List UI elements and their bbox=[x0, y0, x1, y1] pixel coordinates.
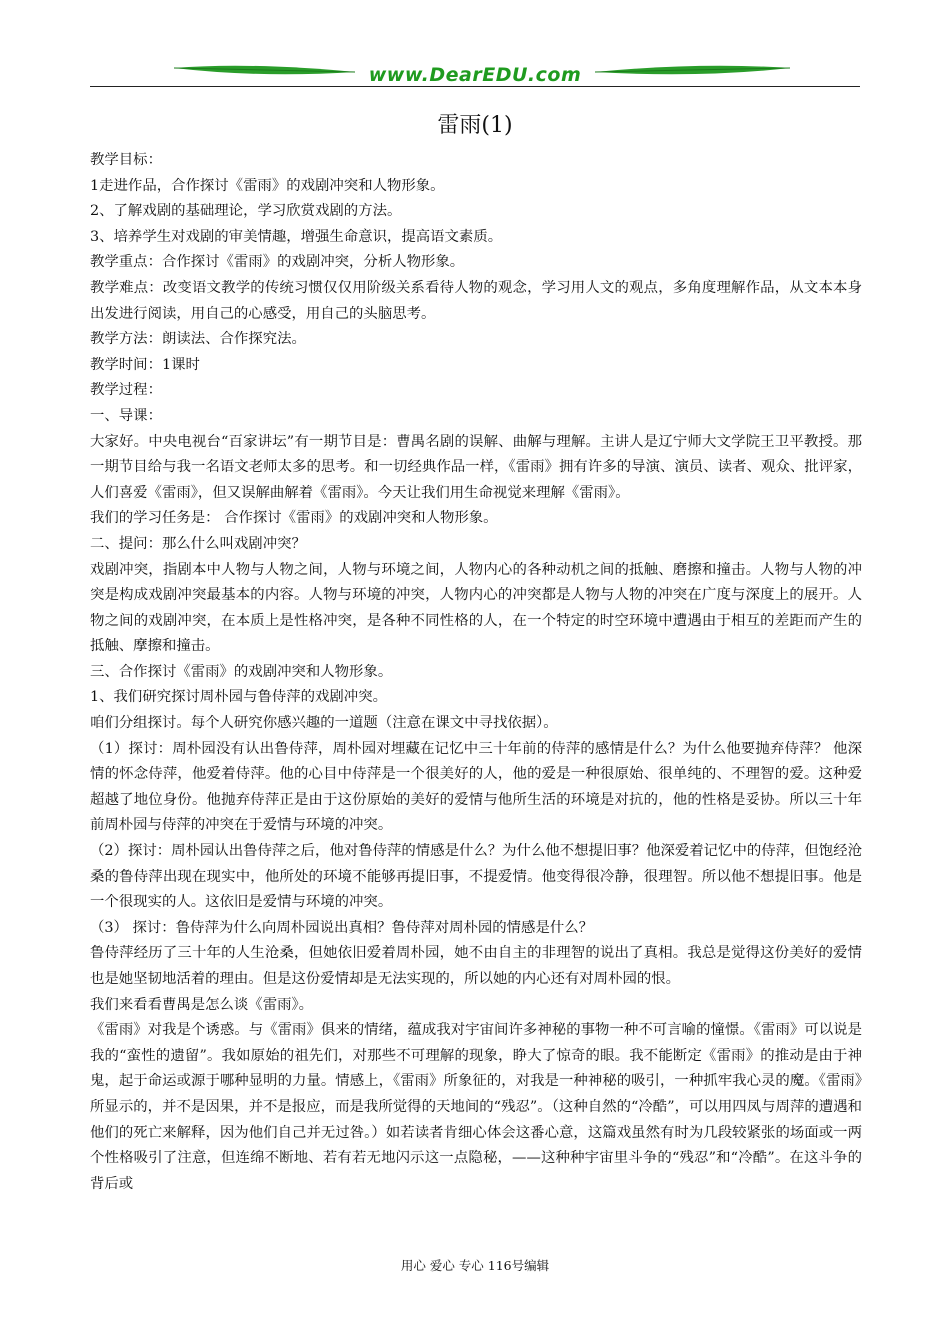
header-divider bbox=[90, 86, 860, 87]
document-body bbox=[90, 148, 862, 1197]
paragraph: 鲁侍萍经历了三十年的人生沧桑，但她依旧爱着周朴园，她不由自主的非理智的说出了真相。我总是觉得这份美好的爱情也是她坚韧地活着的理由。但是这份爱情却是无法实现的，所以她的内心还有对周朴园的恨。 bbox=[90, 945, 862, 987]
paragraph: （3） 探讨：鲁侍萍为什么向周朴园说出真相？鲁侍萍对周朴园的情感是什么？ bbox=[90, 919, 594, 936]
paragraph: 教学方法：朗读法、合作探究法。 bbox=[90, 331, 306, 348]
paragraph: 咱们分组探讨。每个人研究你感兴趣的一道题（注意在课文中寻找依据）。 bbox=[90, 715, 558, 732]
site-header bbox=[90, 58, 860, 94]
paragraph: 《雷雨》对我是个诱惑。与《雷雨》俱来的情绪，蕴成我对宇宙间许多神秘的事物一种不可言喻的憧憬。《雷雨》可以说是我的“蛮性的遗留”。我如原始的祖先们，对那些不可理解的现象，睁大了惊奇的眼。我不能断定《雷雨》的推动是由于神鬼，起于命运或源于哪种显明的力量。情感上，《雷雨》所象征的，对我是一种神秘的吸引，一种抓牢我心灵的魔。《雷雨》所显示的，并不是因果，并不是报应，而是我所觉得的天地间的“残忍”。（这种自然的“冷酷”，可以用四凤与周萍的遭遇和他们的死亡来解释，因为他们自己并无过咎。）如若读者肯细心体会这番心意，这篇戏虽然有时为几段较紧张的场面或一两个性格吸引了注意，但连绵不断地、若有若无地闪示这一点隐秘，——这种种宇宙里斗争的“残忍”和“冷酷”。在这斗争的背后或 bbox=[90, 1022, 862, 1192]
paragraph: 1、我们研究探讨周朴园与鲁侍萍的戏剧冲突。 bbox=[90, 689, 387, 706]
paragraph: 教学重点：合作探讨《雷雨》的戏剧冲突，分析人物形象。 bbox=[90, 254, 465, 271]
page-title: 雷雨(1) bbox=[437, 113, 513, 138]
paragraph: 3、培养学生对戏剧的审美情趣，增强生命意识，提高语文素质。 bbox=[90, 228, 503, 245]
paragraph: 2、了解戏剧的基础理论，学习欣赏戏剧的方法。 bbox=[90, 203, 402, 220]
paragraph: 我们来看看曹禺是怎么谈《雷雨》。 bbox=[90, 996, 314, 1013]
paragraph: 教学时间：1课时 bbox=[90, 356, 200, 373]
paragraph: 教学难点：改变语文教学的传统习惯仅仅用阶级关系看待人物的观念，学习用人文的观点，多角度理解作品，从文本本身出发进行阅读，用自己的心感受，用自己的头脑思考。 bbox=[90, 279, 862, 322]
paragraph: 1走进作品，合作探讨《雷雨》的戏剧冲突和人物形象。 bbox=[90, 177, 445, 194]
paragraph: 三、合作探讨《雷雨》的戏剧冲突和人物形象。 bbox=[90, 663, 393, 680]
paragraph: 大家好。中央电视台“百家讲坛”有一期节目是：曹禺名剧的误解、曲解与理解。主讲人是辽宁师大文学院王卫平教授。那一期节目给与我一名语文老师太多的思考。和一切经典作品一样，《雷雨》拥有许多的导演、演员、读者、观众、批评家，人们喜爱《雷雨》，但又误解曲解着《雷雨》。今天让我们用生命视觉来理解《雷雨》。 bbox=[90, 433, 862, 501]
paragraph: 戏剧冲突，指剧本中人物与人物之间，人物与环境之间，人物内心的各种动机之间的抵触、磨擦和撞击。人物与人物的冲突是构成戏剧冲突最基本的内容。人物与环境的冲突，人物内心的冲突都是人物与人物的冲突在广度与深度上的展开。人物之间的戏剧冲突，在本质上是性格冲突，是各种不同性格的人，在一个特定的时空环境中遭遇由于相互的差距而产生的抵触、摩擦和撞击。 bbox=[90, 561, 862, 655]
paragraph: 我们的学习任务是： 合作探讨《雷雨》的戏剧冲突和人物形象。 bbox=[90, 510, 498, 527]
paragraph: （2）探讨：周朴园认出鲁侍萍之后，他对鲁侍萍的情感是什么？为什么他不想提旧事？他深爱着记忆中的侍萍，但饱经沧桑的鲁侍萍出现在现实中，他所处的环境不能够再提旧事，不提爱情。他变得很冷静，很理智。所以他不想提旧事。他是一个很现实的人。这依旧是爱情与环境的冲突。 bbox=[90, 843, 862, 911]
paragraph: 一、导课： bbox=[90, 407, 162, 424]
paragraph: 二、提问：那么什么叫戏剧冲突？ bbox=[90, 535, 306, 552]
paragraph: （1）探讨：周朴园没有认出鲁侍萍，周朴园对埋藏在记忆中三十年前的侍萍的感情是什么？为什么他要抛弃侍萍？ 他深情的怀念侍萍，他爱着侍萍。他的心目中侍萍是一个很美好的人，他的爱是一种很原始、很单纯的、不理智的爱。这种爱超越了地位身份。他抛弃侍萍正是由于这份原始的美好的爱情与他所生活的环境是对抗的，他的性格是妥协。所以三十年前周朴园与侍萍的冲突在于爱情与环境的冲突。 bbox=[90, 740, 862, 834]
paragraph: 教学目标： bbox=[90, 152, 162, 168]
site-logo: www.DearEDU.com bbox=[368, 64, 582, 86]
paragraph: 教学过程： bbox=[90, 382, 162, 399]
page-footer: 用心 爱心 专心 116号编辑 bbox=[400, 1258, 550, 1273]
